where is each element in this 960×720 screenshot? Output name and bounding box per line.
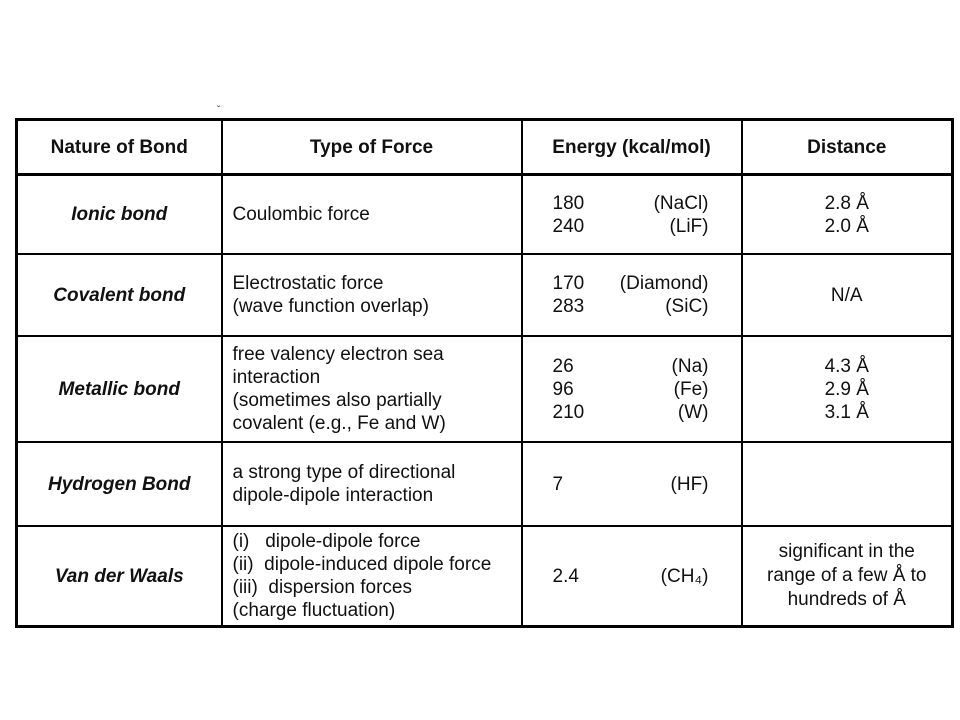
force-line: (i) dipole-dipole force [232,531,421,552]
energy-substance: (LiF) [669,215,709,237]
distance-line: 2.8 Å [824,192,869,214]
energy-value: 210 [552,401,585,423]
distance-line: hundreds of Å [787,589,906,610]
energy-entry [553,355,709,378]
distance-line: N/A [830,284,863,306]
energy-substance: (HF) [670,473,709,495]
header-energy: Energy (kcal/mol) [522,120,742,175]
nature-cell: Metallic bond [17,336,222,442]
nature-cell: Van der Waals [17,526,222,627]
table-row-hydrogen [17,442,953,526]
force-cell [222,336,522,442]
energy-cell [522,175,742,255]
energy-entry [553,378,709,401]
force-line: Electrostatic force [232,273,384,294]
distance-cell [742,526,953,627]
distance-line: 4.3 Å [824,355,869,377]
force-cell [222,526,522,627]
force-line: (ii) dipole-induced dipole force [232,554,492,575]
distance-line: significant in the [778,541,915,562]
energy-cell [522,254,742,336]
energy-entry [553,565,709,588]
energy-value: 240 [552,215,585,237]
force-line: Coulombic force [232,204,370,225]
force-cell [222,175,522,255]
force-cell [222,254,522,336]
energy-substance: (CH₄) [660,565,709,587]
energy-substance: (Na) [671,355,709,377]
distance-cell [742,442,953,526]
energy-substance: (W) [677,401,709,423]
distance-cell [742,175,953,255]
energy-substance: (Fe) [673,378,709,400]
bond-comparison-table [15,118,954,628]
table-header-row [17,120,953,175]
force-line: covalent (e.g., Fe and W) [232,413,446,434]
energy-substance: (Diamond) [619,273,709,294]
force-line: dipole-dipole interaction [232,485,434,506]
energy-entry [553,215,709,238]
energy-entry [553,272,709,295]
energy-cell [522,336,742,442]
energy-entry [553,401,709,424]
table-row-metallic [17,336,953,442]
distance-line: 2.0 Å [824,215,869,237]
energy-cell [522,526,742,627]
energy-entry [553,192,709,215]
table-row-van-der-waals [17,526,953,627]
energy-value: 96 [552,378,574,400]
force-line: interaction [232,367,321,388]
distance-cell [742,254,953,336]
force-line: free valency electron sea [232,344,444,365]
table-row-ionic [17,175,953,255]
energy-value: 7 [552,473,564,495]
force-line: a strong type of directional [232,462,456,483]
energy-entry [553,295,709,318]
energy-substance: (NaCl) [653,192,709,214]
nature-cell: Ionic bond [17,175,222,255]
energy-entry [553,473,709,496]
distance-line: range of a few Å to [767,565,927,586]
nature-cell: Hydrogen Bond [17,442,222,526]
header-distance: Distance [742,120,953,175]
force-line: (wave function overlap) [232,296,429,317]
table-row-covalent [17,254,953,336]
stray-mark: ˇ [217,105,221,116]
header-type-of-force: Type of Force [222,120,522,175]
energy-value: 26 [552,355,574,377]
distance-line: 3.1 Å [824,401,869,423]
nature-cell: Covalent bond [17,254,222,336]
header-nature-of-bond: Nature of Bond [17,120,222,175]
energy-cell [522,442,742,526]
force-line: (charge fluctuation) [232,600,396,621]
energy-value: 170 [552,273,585,294]
distance-cell [742,336,953,442]
force-cell [222,442,522,526]
distance-line: 2.9 Å [824,378,869,400]
force-line: (sometimes also partially [232,390,442,411]
force-line: (iii) dispersion forces [232,577,412,598]
energy-value: 2.4 [552,565,579,587]
energy-value: 283 [552,296,585,317]
energy-value: 180 [552,192,585,214]
energy-substance: (SiC) [665,296,709,317]
